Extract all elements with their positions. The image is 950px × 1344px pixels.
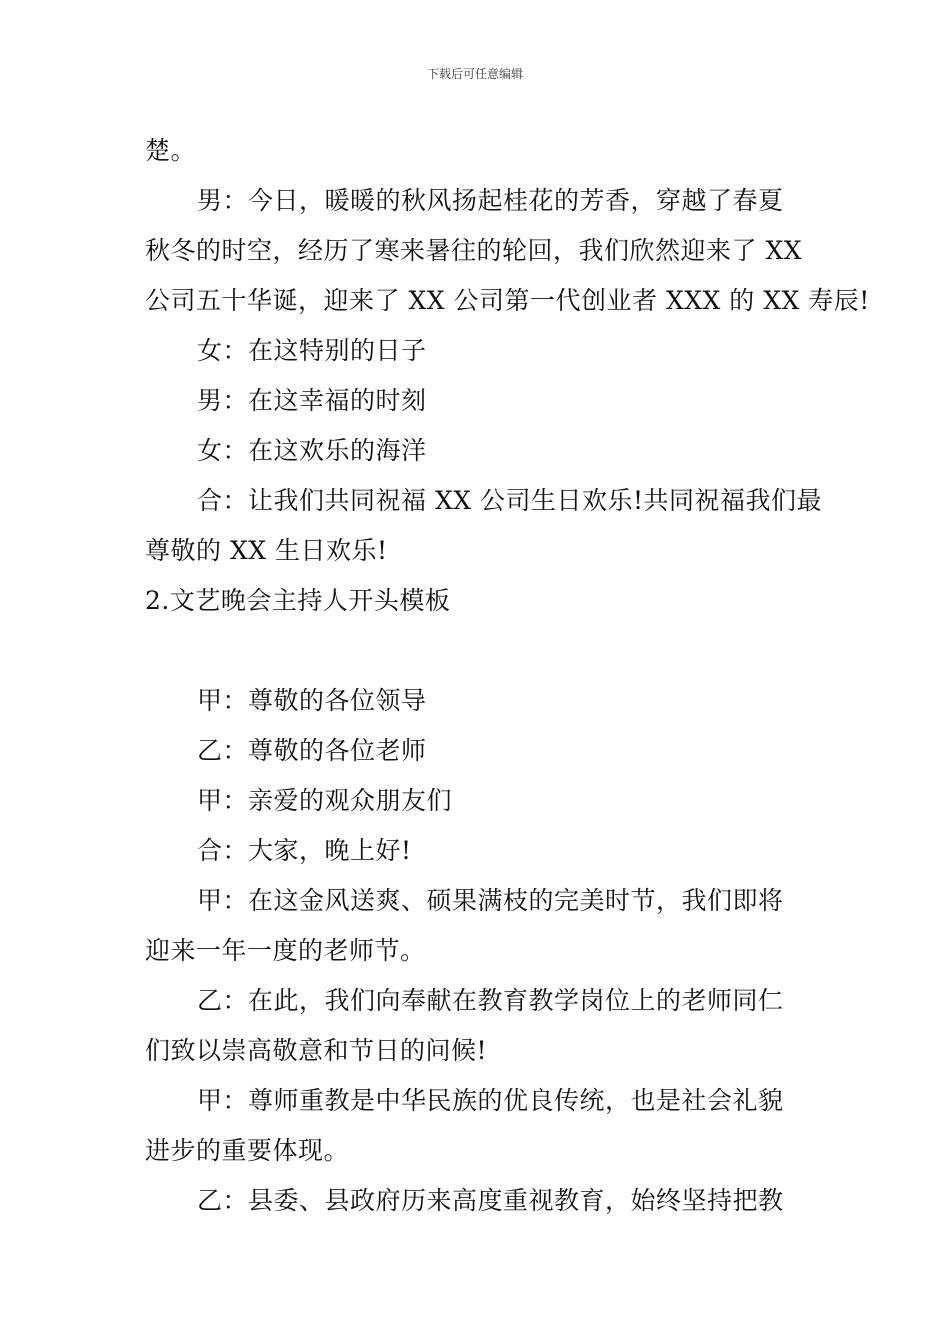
text-line: 楚。: [145, 136, 197, 165]
text-line: 乙：尊敬的各位老师: [197, 736, 427, 765]
page-header: 下载后可任意编辑: [426, 67, 523, 81]
document-body: [145, 126, 870, 1226]
section-heading: 2.文艺晚会主持人开头模板: [145, 586, 451, 615]
blank-line: [145, 626, 815, 676]
text-line: 女：在这欢乐的海洋: [197, 436, 427, 465]
text-line: 乙：在此，我们向奉献在教育教学岗位上的老师同仁: [197, 986, 784, 1015]
text-line: 男：今日，暖暖的秋风扬起桂花的芳香，穿越了春夏: [197, 186, 784, 215]
text-line: 合：大家，晚上好!: [197, 836, 412, 865]
text-line: 公司五十华诞，迎来了 XX 公司第一代创业者 XXX 的 XX 寿辰!: [145, 286, 870, 315]
text-line: 进步的重要体现。: [145, 1136, 350, 1165]
text-line: 甲：亲爱的观众朋友们: [197, 786, 453, 815]
text-line: 甲：尊师重教是中华民族的优良传统，也是社会礼貌: [197, 1086, 784, 1115]
text-line: 甲：在这金风送爽、硕果满枝的完美时节，我们即将: [197, 886, 784, 915]
text-line: 甲：尊敬的各位领导: [197, 686, 427, 715]
text-line: 秋冬的时空，经历了寒来暑往的轮回，我们欣然迎来了 XX: [145, 236, 803, 265]
text-line: 尊敬的 XX 生日欢乐!: [145, 536, 388, 565]
text-line: 合：让我们共同祝福 XX 公司生日欢乐!共同祝福我们最: [197, 486, 823, 515]
text-line: 女：在这特别的日子: [197, 336, 427, 365]
text-line: 乙：县委、县政府历来高度重视教育，始终坚持把教: [197, 1186, 784, 1215]
text-line: 男：在这幸福的时刻: [197, 386, 427, 415]
text-line: 们致以崇高敬意和节日的问候!: [145, 1036, 488, 1065]
text-line: 迎来一年一度的老师节。: [145, 936, 426, 965]
